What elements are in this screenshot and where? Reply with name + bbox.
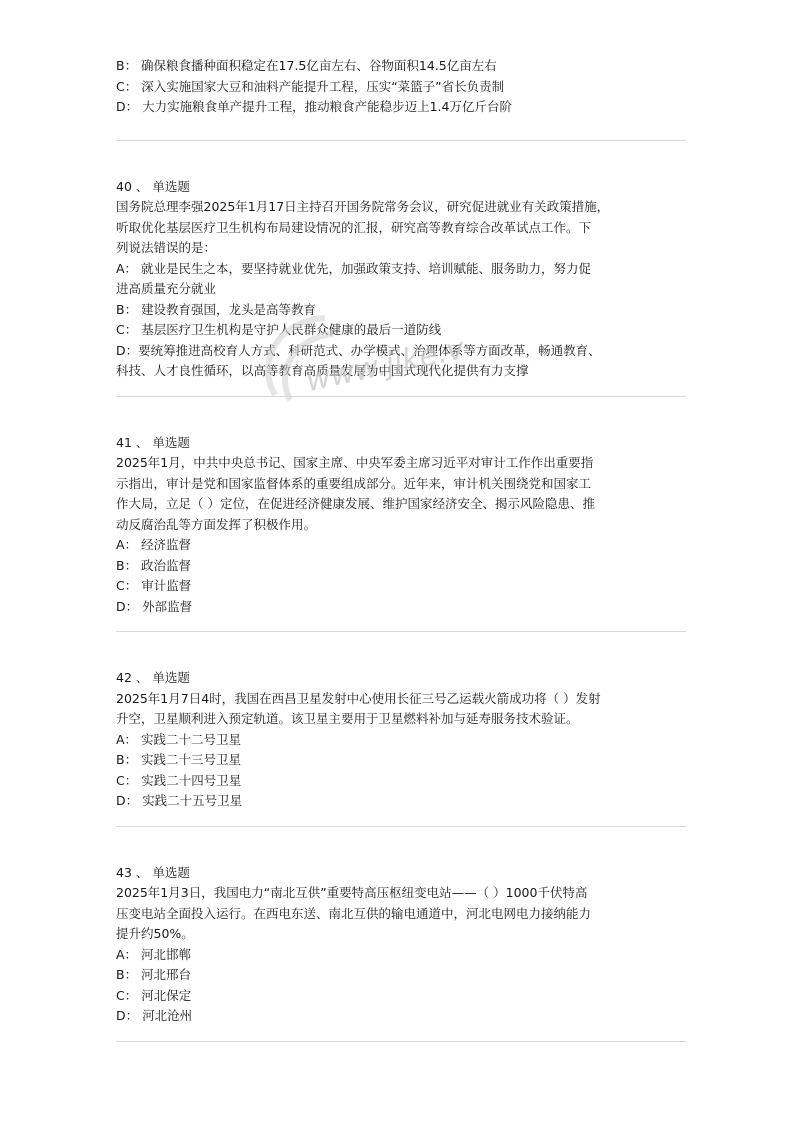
option-a: A： 就业是民生之本，要坚持就业优先，加强政策支持、培训赋能、服务助力，努力促 (116, 260, 592, 276)
question-stem-line: 提升约50%。 (116, 926, 194, 941)
option-b: B： 确保粮食播种面积稳定在17.5亿亩左右、谷物面积14.5亿亩左右 (116, 58, 497, 73)
option-d-cont: 科技、人才良性循环，以高等教育高质量发展为中国式现代化提供有力支撑 (116, 363, 529, 378)
option-c: C： 河北保定 (116, 987, 192, 1003)
question-header: 43 、 单选题 (116, 864, 190, 880)
question-header: 40 、 单选题 (116, 178, 190, 194)
question-header: 42 、 单选题 (116, 670, 190, 685)
watermark-text: www.jike.vip (302, 325, 465, 399)
option-b: B： 政治监督 (116, 557, 192, 573)
question-41 (116, 433, 686, 618)
question-stem-line: 动反腐治乱等方面发挥了积极作用。 (116, 516, 317, 532)
option-d: D： 大力实施粮食单产提升工程，推动粮食产能稳步迈上1.4万亿斤台阶 (116, 99, 512, 114)
question-stem-line: 2025年1月7日4时，我国在西昌卫星发射中心使用长征三号乙运载火箭成功将（ ）发射 (116, 690, 601, 706)
top-options (116, 56, 686, 118)
question-stem-line: 国务院总理李强2025年1月17日主持召开国务院常务会议，研究促进就业有关政策措施， (116, 199, 610, 214)
question-stem-line: 2025年1月3日，我国电力“南北互供”重要特高压枢纽变电站——（ ）1000千伏特高 (116, 885, 588, 900)
option-c: C： 基层医疗卫生机构是守护人民群众健康的最后一道防线 (116, 322, 442, 337)
question-stem-line: 听取优化基层医疗卫生机构布局建设情况的汇报，研究高等教育综合改革试点工作。下 (116, 219, 592, 235)
option-d: D： 实践二十五号卫星 (116, 793, 243, 808)
option-c: C： 深入实施国家大豆和油料产能提升工程，压实“菜篮子”省长负责制 (116, 78, 505, 94)
question-stem-line: 列说法错误的是： (116, 240, 217, 255)
divider (116, 1041, 686, 1042)
document-page (116, 56, 686, 1042)
question-stem-line: 升空，卫星顺利进入预定轨道。该卫星主要用于卫星燃料补加与延寿服务技术验证。 (116, 711, 579, 726)
option-a: A： 河北邯郸 (116, 946, 192, 962)
option-a: A： 经济监督 (116, 537, 192, 552)
question-43 (116, 863, 686, 1027)
question-stem-line: 作大局，立足（ ）定位，在促进经济健康发展、维护国家经济安全、揭示风险隐患、推 (116, 496, 595, 511)
option-a: A： 实践二十二号卫星 (116, 731, 242, 747)
option-b: B： 建设教育强国，龙头是高等教育 (116, 301, 317, 317)
question-header: 41 、 单选题 (116, 434, 190, 450)
option-d: D： 河北沧州 (116, 1008, 193, 1023)
question-stem-line: 2025年1月，中共中央总书记、国家主席、中央军委主席习近平对审计工作作出重要指 (116, 455, 594, 470)
option-b: B： 实践二十三号卫星 (116, 752, 242, 767)
option-d: D：要统筹推进高校育人方式、科研范式、办学模式、治理体系等方面改革，畅通教育、 (116, 342, 601, 358)
question-40 (116, 177, 686, 382)
option-b: B： 河北邢台 (116, 967, 192, 982)
option-a-cont: 进高质量充分就业 (116, 281, 217, 296)
option-c: C： 实践二十四号卫星 (116, 772, 242, 788)
question-42 (116, 668, 686, 812)
question-stem-line: 示指出，审计是党和国家监督体系的重要组成部分。近年来，审计机关围绕党和国家工 (116, 475, 592, 491)
option-d: D： 外部监督 (116, 598, 193, 614)
question-stem-line: 压变电站全面投入运行。在西电东送、南北互供的输电通道中，河北电网电力接纳能力 (116, 905, 592, 921)
option-c: C： 审计监督 (116, 578, 192, 593)
